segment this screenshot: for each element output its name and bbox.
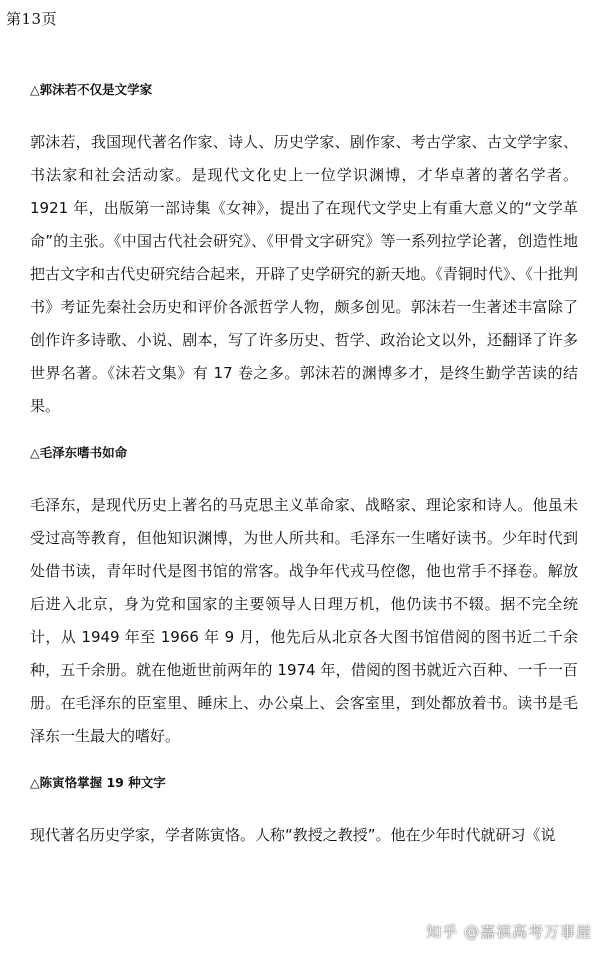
section-paragraph: 郭沫若，我国现代著名作家、诗人、历史学家、剧作家、考古学家、古文学字家、书法家和社会活动家。是现代文化史上一位学识渊博，才华卓著的著名学者。1921 年，出版第一部诗集《女神》，提出了在现代文学史上有重大意义的“文学革命”的主张。《中国古代社会研究》、《甲骨文字研究》等一系列拉学论著，创造性地把古文字和古代史研究结合起来，开辟了史学研究的新天地。《青铜时代》、《十批判书》考证先秦社会历史和评价各派哲学人物，颇多创见。郭沫若一生著述丰富除了创作许多诗歌、小说、剧本，写了许多历史、哲学、政治论文以外，还翻译了许多世界名著。《沫若文集》有 17 卷之多。郭沫若的渊博多才，是终生勤学苦读的结果。 <box>30 133 578 415</box>
section-mao-zedong <box>30 443 578 753</box>
section-chen-yinke <box>30 773 578 852</box>
article-content <box>30 80 578 872</box>
section-heading: △郭沫若不仅是文学家 <box>30 82 153 97</box>
section-heading: △毛泽东嗜书如命 <box>30 445 128 460</box>
section-paragraph: 现代著名历史学家，学者陈寅恪。人称“教授之教授”。他在少年时代就研习《说 <box>30 826 556 844</box>
section-guo-moruo <box>30 80 578 423</box>
section-paragraph: 毛泽东，是现代历史上著名的马克思主义革命家、战略家、理论家和诗人。他虽未受过高等教育，但他知识渊博，为世人所共和。毛泽东一生嗜好读书。少年时代到处借书读，青年时代是图书馆的常客。战争年代戎马倥偬，他也常手不择卷。解放后进入北京，身为党和国家的主要领导人日理万机，他仍读书不辍。据不完全统计，从 1949 年至 1966 年 9 月，他先后从北京各大图书馆借阅的图书近二千余种，五千余册。就在他逝世前两年的 1974 年，借阅的图书就近六百种、一千一百册。在毛泽东的臣室里、睡床上、办公桌上、会客室里，到处都放着书。读书是毛泽东一生最大的嗜好。 <box>30 496 578 745</box>
page-number-label: 第13页 <box>6 10 58 28</box>
section-heading: △陈寅恪掌握 19 种文字 <box>30 775 166 790</box>
zhihu-watermark: 知乎 @嘉祺高考万事屋 <box>426 923 592 941</box>
